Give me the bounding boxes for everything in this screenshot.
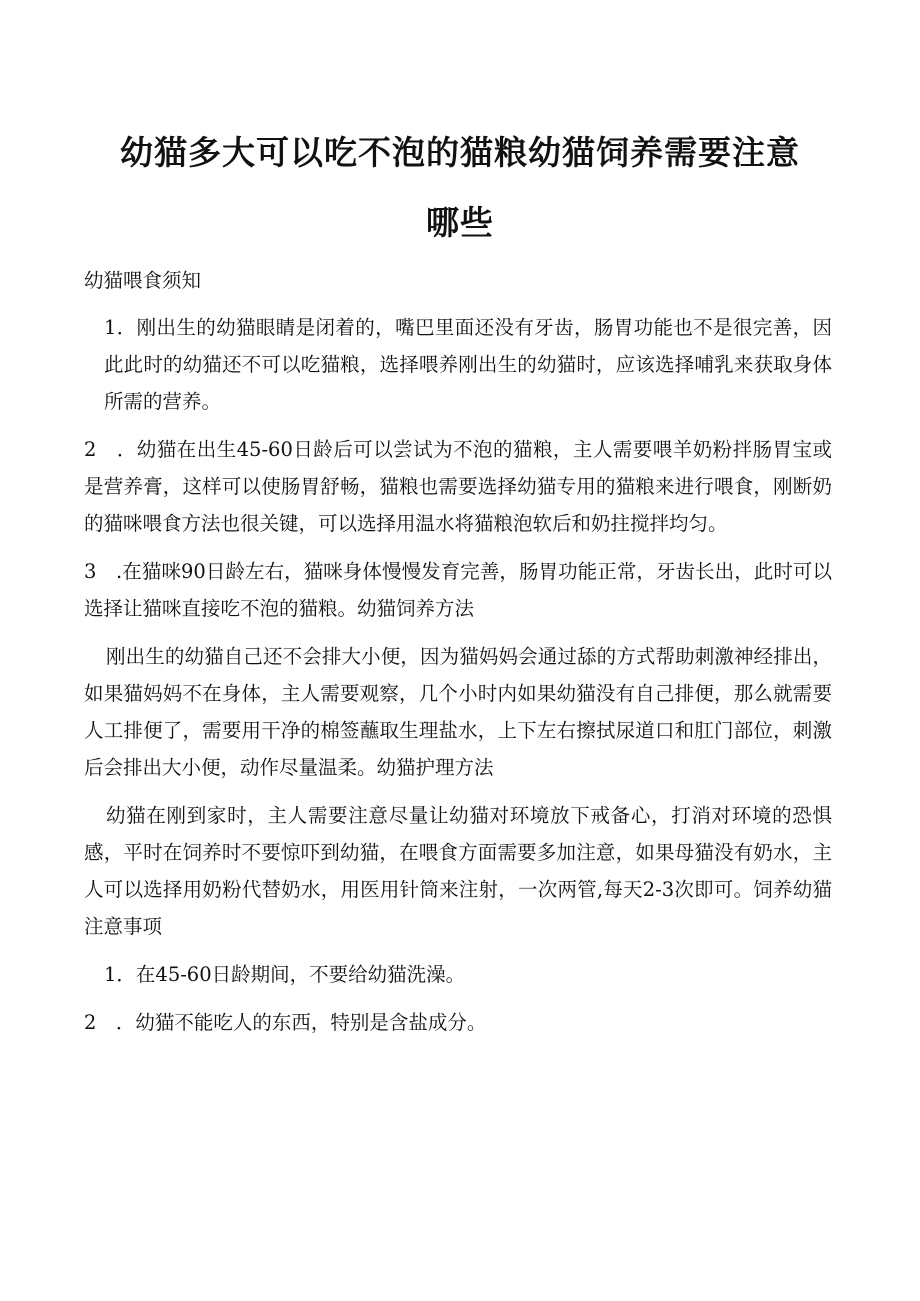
section-heading-feeding: 幼猫喂食须知 [84,269,202,292]
paragraph-4: 刚出生的幼猫自己还不会排大小便，因为猫妈妈会通过舔的方式帮助刺激神经排出，如果猫妈妈不在身体，主人需要观察，几个小时内如果幼猫没有自己排便，那么就需要人工排便了，需要用干净的棉签蘸取生理盐水，上下左右擦拭尿道口和肛门部位，刺激后会排出大小便，动作尽量温柔。幼猫护理方法 [84,645,832,779]
page-title-line-2: 哪些 [426,203,494,242]
paragraph-2: 2 ．幼猫在出生45-60日龄后可以尝试为不泡的猫粮，主人需要喂羊奶粉拌肠胃宝或是营养膏，这样可以使肠胃舒畅，猫粮也需要选择幼猫专用的猫粮来进行喂食，刚断奶的猫咪喂食方法也很关键，可以选择用温水将猫粮泡软后和奶拄搅拌均匀。 [84,438,832,535]
document-body [84,262,832,1052]
paragraph-5: 幼猫在刚到家时，主人需要注意尽量让幼猫对环境放下戒备心，打消对环境的恐惧感，平时在饲养时不要惊吓到幼猫，在喂食方面需要多加注意，如果母猫没有奶水，主人可以选择用奶粉代替奶水，用医用针筒来注射，一次两管,每天2-3次即可。饲养幼猫注意事项 [84,804,832,938]
paragraph-6: 1．在45-60日龄期间，不要给幼猫洗澡。 [104,963,466,986]
paragraph-3: 3 .在猫咪90日龄左右，猫咪身体慢慢发育完善，肠胃功能正常，牙齿长出，此时可以选择让猫咪直接吃不泡的猫粮。幼猫饲养方法 [84,560,832,620]
page-title-line-1: 幼猫多大可以吃不泡的猫粮幼猫饲养需要注意 [120,133,800,172]
paragraph-1: 1．刚出生的幼猫眼睛是闭着的，嘴巴里面还没有牙齿，肠胃功能也不是很完善，因此此时的幼猫还不可以吃猫粮，选择喂养刚出生的幼猫时，应该选择哺乳来获取身体所需的营养。 [104,316,832,413]
paragraph-7: 2 ．幼猫不能吃人的东西，特别是含盐成分。 [84,1011,487,1034]
